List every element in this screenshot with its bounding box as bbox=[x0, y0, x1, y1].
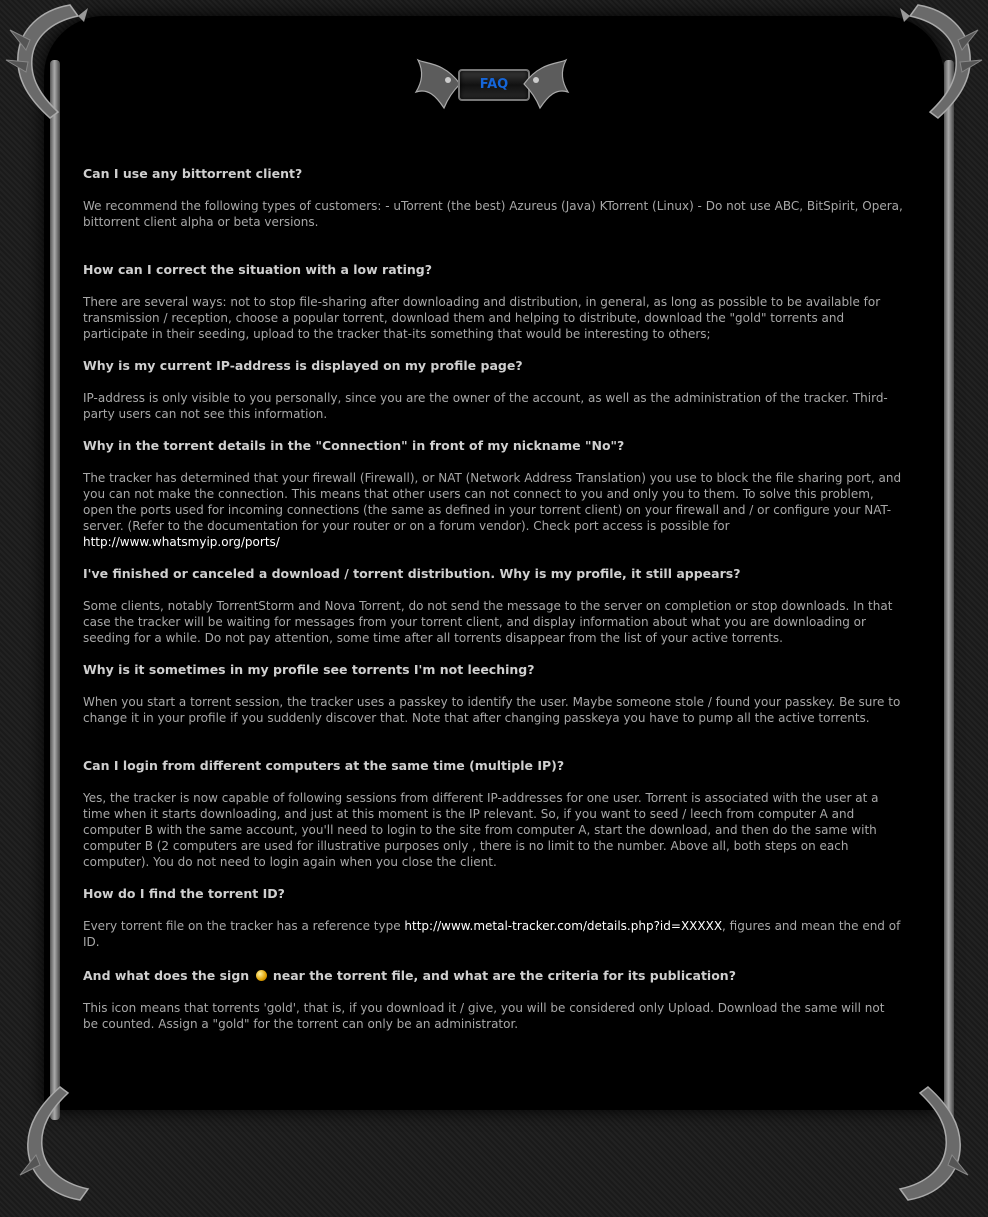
dragon-ornament-icon bbox=[10, 1085, 100, 1205]
faq-question: Can I use any bittorrent client? bbox=[83, 166, 303, 181]
faq-item bbox=[83, 438, 903, 550]
faq-answer-text: , figures and mean the end of ID. bbox=[83, 919, 901, 949]
faq-answer: IP-address is only visible to you personally, since you are the owner of the account, as well as the administration of the tracker. Third-party users can not see this information. bbox=[83, 391, 888, 421]
faq-header bbox=[414, 58, 570, 110]
faq-answer-text: Every torrent file on the tracker has a reference type bbox=[83, 919, 405, 933]
faq-question-text: And what does the sign bbox=[83, 968, 254, 983]
dragon-ornament-icon bbox=[898, 0, 988, 120]
faq-question: Why is it sometimes in my profile see torrents I'm not leeching? bbox=[83, 662, 535, 677]
faq-question: How do I find the torrent ID? bbox=[83, 886, 285, 901]
left-pillar bbox=[50, 60, 60, 1120]
faq-item bbox=[83, 968, 903, 1032]
faq-question: Why is my current IP-address is displayed on my profile page? bbox=[83, 358, 523, 373]
faq-question-text: near the torrent file, and what are the criteria for its publication? bbox=[268, 968, 736, 983]
dragon-ornament-icon bbox=[888, 1085, 978, 1205]
faq-item bbox=[83, 758, 903, 870]
faq-item bbox=[83, 566, 903, 646]
faq-question: Why in the torrent details in the "Connection" in front of my nickname "No"? bbox=[83, 438, 625, 453]
faq-item bbox=[83, 262, 903, 342]
faq-item bbox=[83, 886, 903, 950]
page-title: FAQ bbox=[479, 77, 509, 92]
faq-answer: Yes, the tracker is now capable of following sessions from different IP-addresses for one user. Torrent is associated with the user at a time when it starts downloading, and just at this moment is the IP relevant. So, if you want to seed / leech from computer A and computer B with the same account, you'll need to login to the site from computer A, start the download, and then do the same with computer B (2 computers are used for illustrative purposes only , there is no limit to the number. Above all, both steps on each computer). You do not need to login again when you close the client. bbox=[83, 791, 879, 869]
faq-answer bbox=[83, 918, 903, 950]
faq-item bbox=[83, 358, 903, 422]
faq-answer: Some clients, notably TorrentStorm and Nova Torrent, do not send the message to the server on completion or stop downloads. In that case the tracker will be waiting for messages from your torrent client, and display information about what you are downloading or seeding for a while. Do not pay attention, some time after all torrents disappear from the list of your active torrents. bbox=[83, 599, 893, 645]
right-pillar bbox=[944, 60, 954, 1120]
dragon-ornament-icon bbox=[0, 0, 90, 120]
whatsmyip-link[interactable]: http://www.whatsmyip.org/ports/ bbox=[83, 535, 280, 549]
faq-answer: When you start a torrent session, the tracker uses a passkey to identify the user. Maybe someone stole / found your passkey. Be sure to change it in your profile if you suddenly discover that. Note that after changing passkeya you have to pump all the active torrents. bbox=[83, 695, 901, 725]
faq-answer: There are several ways: not to stop file-sharing after downloading and distribution, in general, as long as possible to be available for transmission / reception, choose a popular torrent, download them and helping to distribute, download the "gold" torrents and participate in their seeding, upload to the tracker that-its something that would be interesting to others; bbox=[83, 295, 881, 341]
faq-question: I've finished or canceled a download / torrent distribution. Why is my profile, it still appears? bbox=[83, 566, 741, 581]
faq-answer: We recommend the following types of customers: - uTorrent (the best) Azureus (Java) KTorrent (Linux) - Do not use ABC, BitSpirit, Opera, bittorrent client alpha or beta versions. bbox=[83, 199, 903, 229]
dragon-wing-icon bbox=[522, 58, 570, 110]
faq-answer bbox=[83, 470, 903, 550]
faq-answer: This icon means that torrents 'gold', that is, if you download it / give, you will be considered only Upload. Download the same will not be counted. Assign a "gold" for the torrent can only be an administrator. bbox=[83, 1001, 885, 1031]
faq-question: How can I correct the situation with a low rating? bbox=[83, 262, 432, 277]
gold-coin-icon bbox=[256, 970, 267, 981]
faq-question bbox=[83, 968, 903, 984]
faq-item bbox=[83, 662, 903, 726]
faq-question: Can I login from different computers at the same time (multiple IP)? bbox=[83, 758, 565, 773]
faq-item bbox=[83, 166, 903, 230]
details-link[interactable]: http://www.metal-tracker.com/details.php?id=XXXXX bbox=[404, 919, 723, 933]
dragon-wing-icon bbox=[414, 58, 462, 110]
faq-answer-text: The tracker has determined that your firewall (Firewall), or NAT (Network Address Translation) you use to block the file sharing port, and you can not make the connection. This means that other users can not connect to you and only you to them. To solve this problem, open the ports used for incoming connections (the same as defined in your torrent client) on your firewall and / or configure your NAT-server. (Refer to the documentation for your router or on a forum vendor). Check port access is possible for bbox=[83, 471, 902, 533]
